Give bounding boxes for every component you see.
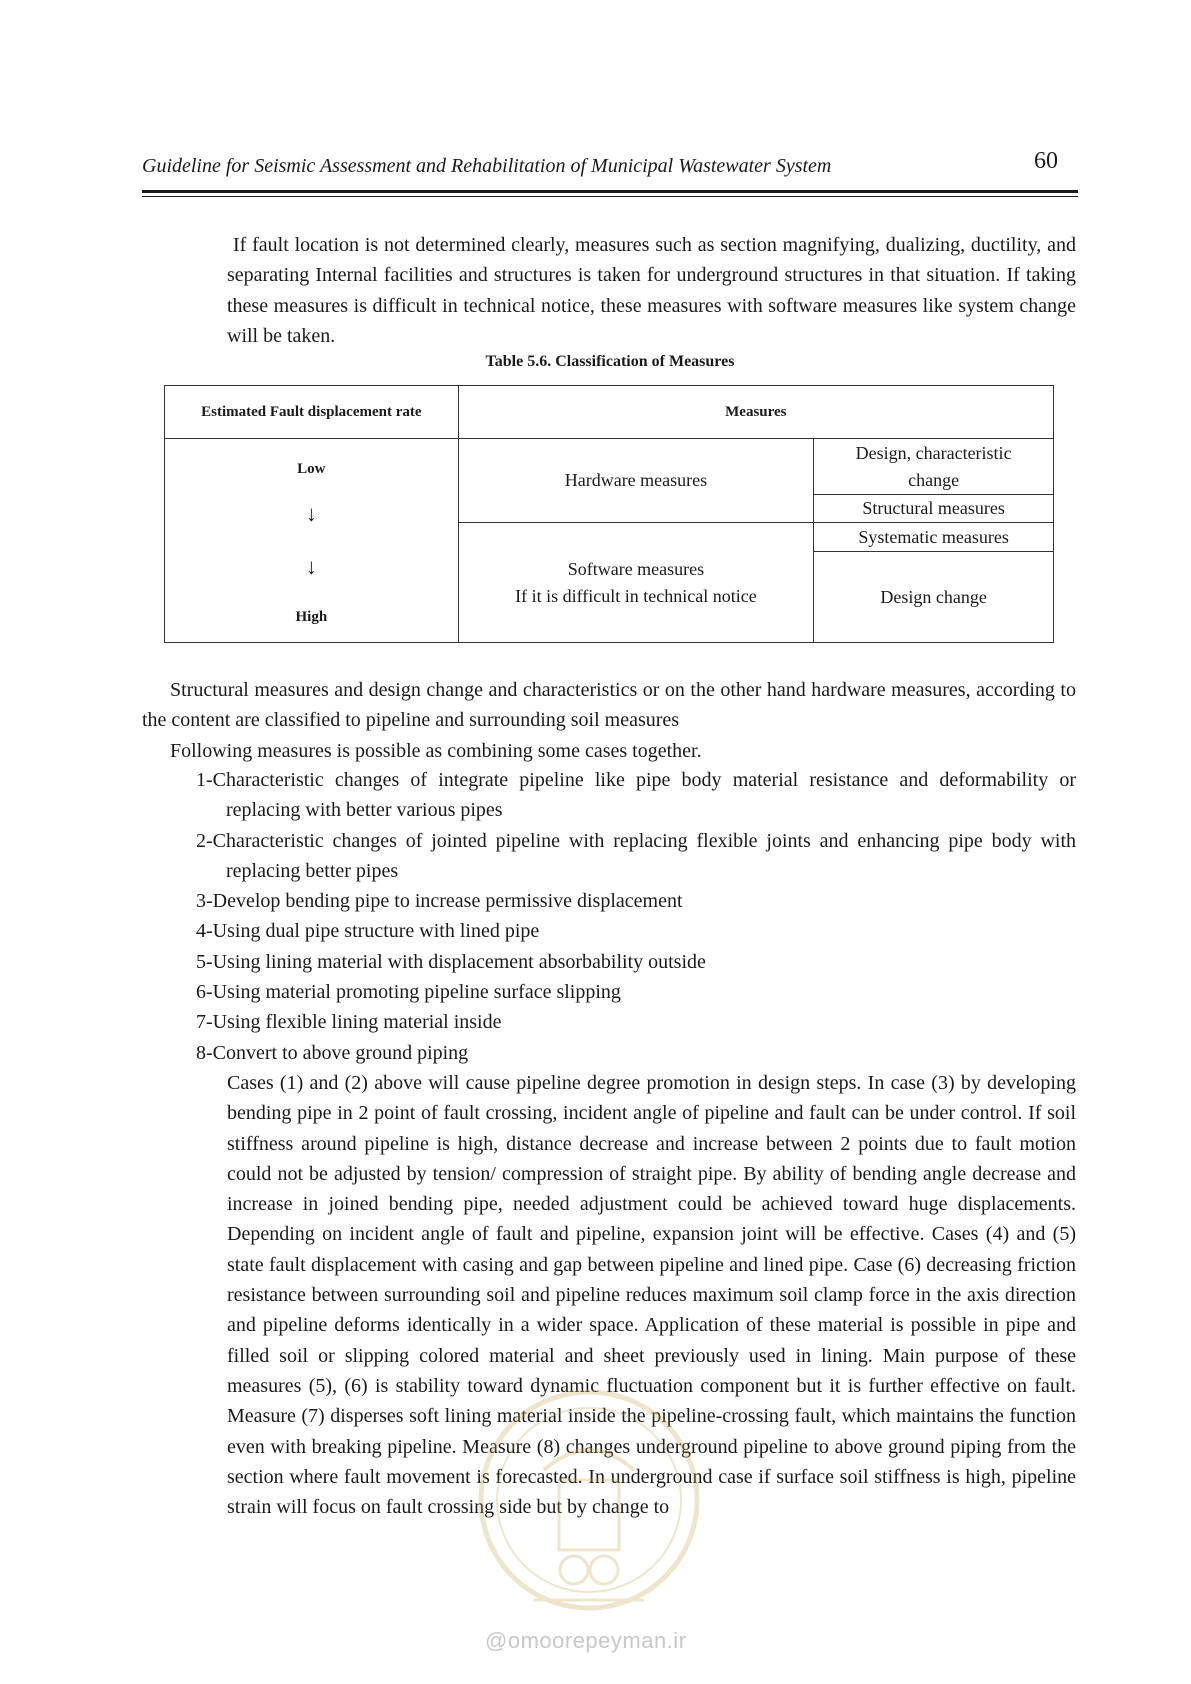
down-arrow-icon: ↓ bbox=[305, 501, 317, 526]
list-item: 8-Convert to above ground piping bbox=[196, 1041, 469, 1064]
systematic-measures-cell: Systematic measures bbox=[814, 523, 1054, 552]
page-number: 60 bbox=[1034, 148, 1058, 174]
cell-line: If it is difficult in technical notice bbox=[515, 585, 757, 606]
measures-table bbox=[164, 385, 1054, 643]
header-measures: Measures bbox=[458, 386, 1053, 439]
fault-high-label: High bbox=[295, 609, 328, 625]
header-title: Guideline for Seismic Assessment and Rehabilitation of Municipal Wastewater System bbox=[142, 155, 832, 177]
measures-list bbox=[196, 765, 1076, 1068]
design-characteristic-change-cell bbox=[814, 439, 1054, 495]
hardware-measures-cell: Hardware measures bbox=[458, 439, 814, 523]
watermark-seal-icon bbox=[474, 1350, 704, 1650]
table-header-row bbox=[165, 386, 1054, 439]
list-item: 1-Characteristic changes of integrate pipeline like pipe body material resistance and deformability or replacing with better various pipes bbox=[196, 769, 1076, 822]
intro-paragraph: If fault location is not determined clearly, measures such as section magnifying, dualizing, ductility, and separating Internal facilities and structures is taken for underground structures in that situation. If taking these measures is difficult in technical notice, these measures with software measures like system change will be taken. bbox=[227, 234, 1076, 347]
list-item: 5-Using lining material with displacement absorbability outside bbox=[196, 950, 706, 973]
header-fault-displacement: Estimated Fault displacement rate bbox=[165, 386, 459, 439]
running-header bbox=[142, 148, 1078, 184]
design-change-cell: Design change bbox=[814, 552, 1054, 643]
cell-line: Software measures bbox=[567, 558, 705, 579]
list-item: 7-Using flexible lining material inside bbox=[196, 1011, 502, 1034]
following-paragraph: Following measures is possible as combining some cases together. bbox=[170, 740, 702, 762]
fault-rate-cell bbox=[165, 439, 459, 643]
structural-measures-cell: Structural measures bbox=[814, 495, 1054, 523]
table-row bbox=[165, 439, 1054, 495]
table-caption: Table 5.6. Classification of Measures bbox=[485, 353, 735, 370]
header-rule-thick bbox=[142, 190, 1078, 193]
cases-paragraph: Cases (1) and (2) above will cause pipeline degree promotion in design steps. In case (3) by developing bending pipe in 2 point of fault crossing, incident angle of pipeline and fault can be under control. If soil stiffness around pipeline is high, distance decrease and increase between 2 points due to fault motion could not be adjusted by tension/ compression of straight pipe. By ability of bending angle decrease and increase in joined bending pipe, needed adjustment could be achieved toward huge displacements. Depending on incident angle of fault and pipeline, expansion joint will be effective. Cases (4) and (5) state fault displacement with casing and gap between pipeline and lined pipe. Case (6) decreasing friction resistance between surrounding soil and pipeline reduces maximum soil clamp force in the axis direction and pipeline deforms identically in a wider space. Application of these material is possible in pipe and filled soil or slipping colored material and sheet previously used in lining. Main purpose of these measures (5), (6) is stability toward dynamic fluctuation component but it is further effective on fault. Measure (7) disperses soft lining material inside the pipeline-crossing fault, which maintains the function even with breaking pipeline. Measure (8) changes underground pipeline to above ground piping from the section where fault movement is forecasted. In underground case if surface soil stiffness is high, pipeline strain will focus on fault crossing side but by change to bbox=[227, 1072, 1076, 1519]
cell-line: Design, characteristic bbox=[855, 442, 1012, 463]
cell-line: change bbox=[908, 469, 960, 490]
watermark-text: @omoorepeyman.ir bbox=[485, 1628, 687, 1653]
structural-paragraph: Structural measures and design change and characteristics or on the other hand hardware measures, according to the content are classified to pipeline and surrounding soil measures bbox=[142, 679, 1076, 732]
list-item: 4-Using dual pipe structure with lined pipe bbox=[196, 920, 540, 943]
list-item: 6-Using material promoting pipeline surface slipping bbox=[196, 981, 621, 1004]
down-arrow-icon: ↓ bbox=[305, 554, 317, 579]
software-measures-cell bbox=[458, 523, 814, 643]
list-item: 3-Develop bending pipe to increase permissive displacement bbox=[196, 890, 683, 913]
header-rule-thin bbox=[142, 196, 1078, 197]
list-item: 2-Characteristic changes of jointed pipeline with replacing flexible joints and enhancing pipe body with replacing better pipes bbox=[196, 829, 1076, 882]
fault-low-label: Low bbox=[297, 461, 326, 477]
